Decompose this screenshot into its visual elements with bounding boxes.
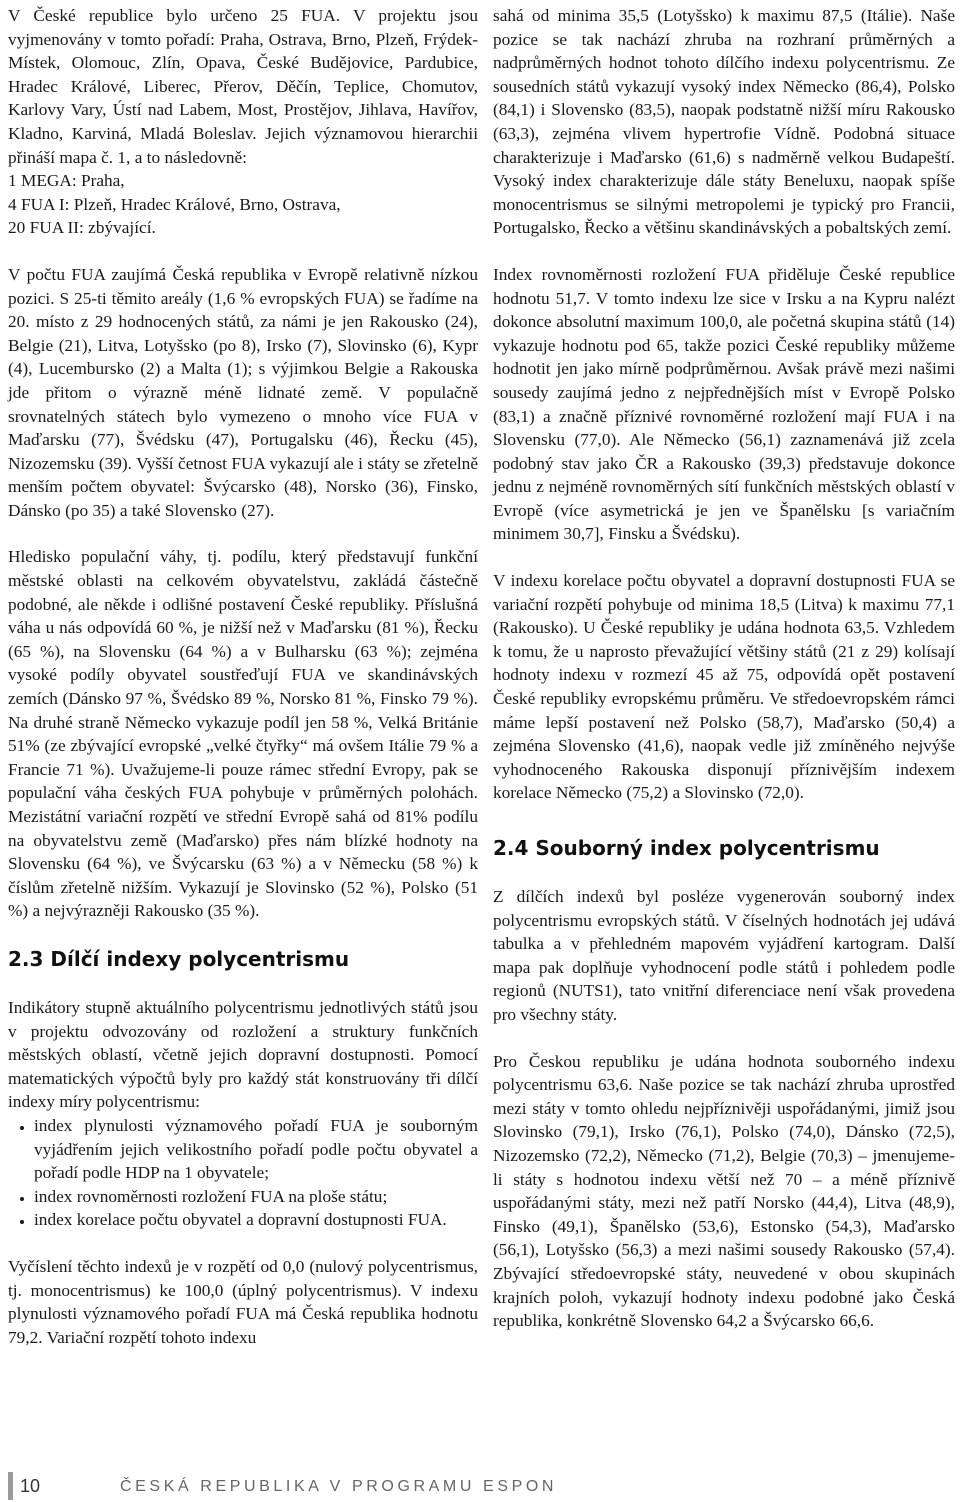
right-column: [493, 4, 955, 1356]
paragraph-correlation-index: V indexu korelace počtu obyvatel a dopravní dostupnosti FUA se variační rozpětí pohybuje od minima 18,5 (Litva) k maximu 77,1 (Rakousko). U České republiky je udána hodnota 63,5. Vzhledem k tomu, že u naprosto převažující většiny států (21 z 29) kolísají hodnoty indexu v rozmezí 45 až 75, odpovídá opět postavení České republiky evropskému průměru. Ve středoevropském rámci máme lepší postavení než Polsko (58,7), Maďarsko (50,4) a zejména Slovensko (41,6), naopak vedle již zmíněného nejvýše vyhodnoceného Rakouska disponují příznivějším indexem korelace Německo (75,2) a Slovinsko (72,0).: [493, 571, 955, 803]
bullet-item: • index korelace počtu obyvatel a dopravní dostupnosti FUA.: [34, 1208, 478, 1232]
footer-bar: [8, 1472, 13, 1500]
paragraph-rank-index: sahá od minima 35,5 (Lotyšsko) k maximu 87,5 (Itálie). Naše pozice se tak nachází zhruba na rozhraní průměrných a nadprůměrných hodnot tohoto dílčího indexu polycentrismu. Ze sousedních států vykazují vysoký index Německo (86,4), Polsko (84,1) i Slovensko (83,5), naopak podstatně nižší míru Rakousko (63,3), zejména vlivem hypertrofie Vídně. Podobná situace charakterizuje i Maďarsko (61,6) s nadměrně velkou Budapeští. Vysoký index charakterizuje dále státy Beneluxu, naopak spíše monocentrismus se silnými metropolemi je typický pro Francii, Portugalsko, Řecko a většinu skandinávských a pobaltských zemí.: [493, 6, 955, 238]
paragraph-composite-index: Z dílčích indexů byl posléze vygenerován souborný index polycentrismu evropských států. V číselných hodnotách jej udává tabulka a v přehledném mapovém vyjádření kartogram. Další mapa pak doplňuje vyhodnocení podle států i pohledem podle regionů (NUTS1), tato vnitřní diferenciace není však provedena pro všechny státy.: [493, 887, 955, 1024]
paragraph-fua-count: V počtu FUA zaujímá Česká republika v Evropě relativně nízkou pozici. S 25-ti těmito areály (1,6 % evropských FUA) se řadíme na 20. místo z 29 hodnocených států, za námi je jen Rakousko (24), Belgie (21), Litva, Lotyšsko (po 8), Irsko (7), Slovinsko (6), Kypr (4), Lucembursko (2) a Malta (1); s výjimkou Belgie a Rakouska jde přitom o výrazně méně lidnaté země. V populačně srovnatelných státech bylo vymezeno o mnoho více FUA v Maďarsku (77), Švédsku (47), Portugalsku (46), Řecku (45), Nizozemsku (39). Vyšší četnost FUA vykazují ale i státy se zřetelně menším počtem obyvatel: Švýcarsko (48), Norsko (36), Finsko, Dánsko (po 35) a také Slovensko (27).: [8, 264, 478, 520]
hierarchy-line-fua-2: 20 FUA II: zbývající.: [8, 218, 156, 238]
hierarchy-line-fua-1: 4 FUA I: Plzeň, Hradec Králové, Brno, Ostrava,: [8, 194, 341, 214]
section-heading-2-3: 2.3 Dílčí indexy polycentrismu: [8, 946, 350, 971]
hierarchy-line-mega: 1 MEGA: Praha,: [8, 171, 125, 191]
left-column: [8, 4, 478, 1372]
index-bullet-list: [8, 1114, 478, 1232]
running-title: ČESKÁ REPUBLIKA V PROGRAMU ESPON: [120, 1478, 558, 1495]
paragraph-fua-list: V České republice bylo určeno 25 FUA. V projektu jsou vyjmenovány v tomto pořadí: Praha, Ostrava, Brno, Plzeň, Frýdek-Místek, Olomouc, Zlín, Opava, České Budějovice, Pardubice, Hradec Králové, Liberec, Přerov, Děčín, Teplice, Chomutov, Karlovy Vary, Ústí nad Labem, Most, Prostějov, Jihlava, Havířov, Kladno, Karviná, Mladá Boleslav. Jejich významovou hierarchii přináší mapa č. 1, a to následovně:: [8, 6, 478, 167]
paragraph-uniformity-index: Index rovnoměrnosti rozložení FUA přiděluje České republice hodnotu 51,7. V tomto indexu lze sice v Irsku a na Kypru nalézt dokonce absolutní maximum 100,0, ale početná skupina států (14) vykazuje hodnotu pod 65, takže pozici České republiky můžeme hodnotit jen jako mírně podprůměrnou. Avšak právě mezi našimi sousedy zaujímá jedno z nejpřednějších míst v Evropě Polsko (83,1) a značně příznivé rovnoměrné rozložení mají FUA i na Slovensku (77,0). Ale Německo (56,1) zaznamenává již zcela podobný stav jako ČR a Rakousko (39,3) představuje dokonce jednu z nejméně rovnoměrných sítí funkčních městských oblastí v Evropě (více asymetrická je jen ve Španělsku [s variačním minimem 30,7], Finsku a Švédsku).: [493, 264, 955, 544]
paragraph-indicators: Indikátory stupně aktuálního polycentrismu jednotlivých států jsou v projektu odvozovány od rozložení a struktury funkčních městských oblastí, včetně jejich dopravní dostupnosti. Pomocí matematických výpočtů byly pro každý stát konstruovány tři dílčí indexy míry polycentrismu:: [8, 997, 478, 1112]
page-number: 10: [20, 1476, 41, 1496]
section-heading-2-4: 2.4 Souborný index polycentrismu: [493, 836, 880, 860]
paragraph-index-range: Vyčíslení těchto indexů je v rozpětí od 0,0 (nulový polycentrismus, tj. monocentrismus) ke 100,0 (úplný polycentrismus). V indexu plynulosti významového pořadí FUA má Česká republika hodnotu 79,2. Variační rozpětí tohoto indexu: [8, 1256, 478, 1347]
bullet-item: • index plynulosti významového pořadí FUA je souborným vyjádřením jejich velikostního pořadí podle počtu obyvatel a pořadí podle HDP na 1 obyvatele;: [34, 1114, 478, 1185]
bullet-item: • index rovnoměrnosti rozložení FUA na ploše státu;: [34, 1185, 478, 1209]
paragraph-czech-composite: Pro Českou republiku je udána hodnota souborného indexu polycentrismu 63,6. Naše pozice se tak nachází zhruba uprostřed mezi státy v tomto ohledu nejpříznivěji uspořádanými, jimiž jsou Slovinsko (79,1), Irsko (76,1), Polsko (74,0), Dánsko (72,5), Nizozemsko (72,2), Německo (71,2), Belgie (70,3) – jmenujeme-li státy s hodnotou indexu větší než 70 – a méně příznivě uspořádanými státy, mezi než patří Norsko (44,4), Litva (48,9), Finsko (49,1), Španělsko (53,6), Estonsko (54,3), Maďarsko (56,1), Lotyšsko (56,3) a mezi našimi sousedy Rakousko (57,4). Zbývající středoevropské státy, neuvedené v obou skupinách krajních poloh, vykazují hodnoty indexu podobné jako Česká republika, konkrétně Slovensko 64,2 a Švýcarsko 66,6.: [493, 1051, 955, 1331]
paragraph-population-weight: Hledisko populační váhy, tj. podílu, který představují funkční městské oblasti na celkovém obyvatelstvu, zakládá částečně podobné, ale někde i odlišné postavení České republiky. Příslušná váha u nás odpovídá 60 %, je nižší než v Maďarsku (81 %), Řecku (65 %), na Slovensku (64 %) a v Bulharsku (63 %); zejména vysoké podíly obyvatel soustřeďují FUA ve skandinávských zemích (Dánsko 97 %, Švédsko 89 %, Norsko 81 %, Finsko 79 %). Na druhé straně Německo vykazuje podíl jen 58 %, Velká Británie 51% (ze zbývající evropské „velké čtyřky“ má ovšem Itálie 79 % a Francie 71 %). Uvažujeme-li pouze rámec střední Evropy, pak se populační váha českých FUA pohybuje v průměrných polohách. Mezistátní variační rozpětí ve střední Evropě sahá od 81% podílu na obyvatelstvu země (Maďarsko) přes nám blízké hodnoty na Slovensku (64 %), ve Švýcarsku (63 %) a v Německu (58 %) k číslům zřetelně nižším. Vykazují je Slovinsko (52 %), Polsko (51 %) a nejvýrazněji Rakousko (35 %).: [8, 547, 478, 921]
page-footer: [0, 1466, 960, 1502]
